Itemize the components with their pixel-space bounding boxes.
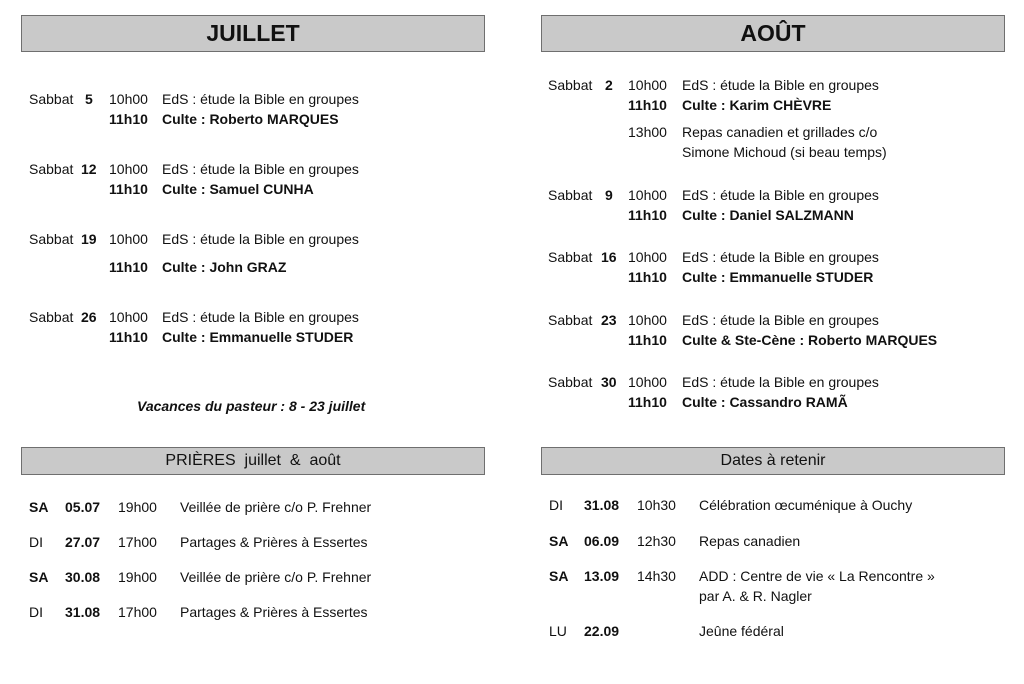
juillet-sabbat-12: Sabbat 12 10h00 EdS : étude la Bible en groupes 11h10 Culte : Samuel CUNHA bbox=[29, 161, 359, 197]
prieres-row-1: SA 05.07 19h00 Veillée de prière c/o P. Frehner bbox=[29, 499, 372, 515]
prieres-row-4: DI 31.08 17h00 Partages & Prières à Essertes bbox=[29, 604, 368, 620]
juillet-header bbox=[21, 15, 485, 52]
juillet-sabbat-5: Sabbat 5 10h00 EdS : étude la Bible en groupes 11h10 Culte : Roberto MARQUES bbox=[29, 91, 359, 127]
aout-header bbox=[541, 15, 1005, 52]
prieres-row-3: SA 30.08 19h00 Veillée de prière c/o P. Frehner bbox=[29, 569, 372, 585]
vacances-note: Vacances du pasteur : 8 - 23 juillet bbox=[137, 398, 366, 414]
dates-header bbox=[541, 447, 1005, 475]
juillet-sabbat-26: Sabbat 26 10h00 EdS : étude la Bible en groupes 11h10 Culte : Emmanuelle STUDER bbox=[29, 309, 359, 345]
dates-row-4: LU 22.09 Jeûne fédéral bbox=[549, 623, 784, 639]
dates-row-1: DI 31.08 10h30 Célébration œcuménique à Ouchy bbox=[549, 497, 913, 513]
dates-row-2: SA 06.09 12h30 Repas canadien bbox=[549, 533, 801, 549]
aout-sabbat-23: Sabbat 23 10h00 EdS : étude la Bible en groupes 11h10 Culte & Ste-Cène : Roberto MARQUES bbox=[548, 312, 938, 348]
prieres-title: PRIÈRES juillet & août bbox=[165, 452, 341, 469]
juillet-title: JUILLET bbox=[206, 20, 300, 46]
dates-row-3: SA 13.09 14h30 ADD : Centre de vie « La Rencontre » par A. & R. Nagler bbox=[549, 568, 935, 604]
aout-sabbat-30: Sabbat 30 10h00 EdS : étude la Bible en groupes 11h10 Culte : Cassandro RAMÃ bbox=[548, 374, 879, 410]
prieres-header bbox=[21, 447, 485, 475]
aout-title: AOÛT bbox=[740, 20, 806, 46]
dates-title: Dates à retenir bbox=[720, 452, 826, 469]
juillet-sabbat-19: Sabbat 19 10h00 EdS : étude la Bible en groupes 11h10 Culte : John GRAZ bbox=[29, 231, 359, 275]
prieres-row-2: DI 27.07 17h00 Partages & Prières à Essertes bbox=[29, 534, 368, 550]
aout-sabbat-16: Sabbat 16 10h00 EdS : étude la Bible en groupes 11h10 Culte : Emmanuelle STUDER bbox=[548, 249, 879, 285]
aout-sabbat-9: Sabbat 9 10h00 EdS : étude la Bible en groupes 11h10 Culte : Daniel SALZMANN bbox=[548, 187, 879, 223]
aout-sabbat-2: Sabbat 2 10h00 EdS : étude la Bible en groupes 11h10 Culte : Karim CHÈVRE 13h00 Repas canadien et grillades c/o Simone Michoud (si beau temps) bbox=[548, 77, 887, 160]
